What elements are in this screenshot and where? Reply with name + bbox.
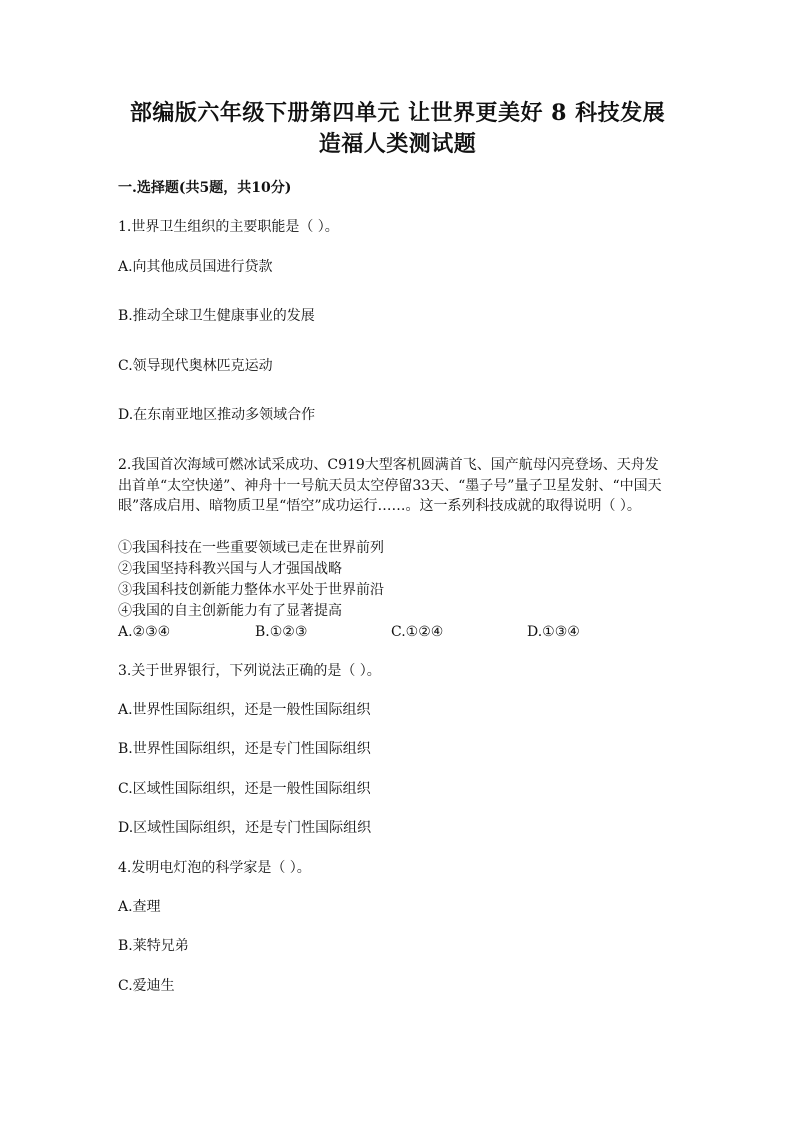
question-3-option-c: C.区域性国际组织，还是一般性国际组织 — [118, 781, 371, 797]
question-2-option-c: C.①②④ — [391, 624, 444, 640]
question-2-option-a: A.②③④ — [118, 624, 171, 640]
question-3-option-d: D.区域性国际组织，还是专门性国际组织 — [118, 820, 372, 836]
question-4-stem: 4.发明电灯泡的科学家是（ ）。 — [118, 860, 311, 876]
question-2-statement-4: ④我国的自主创新能力有了显著提高 — [118, 603, 342, 619]
page-title: 部编版六年级下册第四单元 让世界更美好 8 科技发展 造福人类测试题 — [129, 100, 666, 157]
question-2-option-d: D.①③④ — [527, 624, 580, 640]
question-4-option-b: B.莱特兄弟 — [118, 938, 189, 954]
question-2-statement-2: ②我国坚持科教兴国与人才强国战略 — [118, 561, 342, 577]
question-1-option-a: A.向其他成员国进行贷款 — [118, 259, 273, 275]
question-1-stem: 1.世界卫生组织的主要职能是（ ）。 — [118, 219, 339, 235]
question-1-option-d: D.在东南亚地区推动多领域合作 — [118, 407, 316, 423]
section-heading: 一.选择题(共5题，共10分) — [118, 180, 292, 196]
question-3-option-b: B.世界性国际组织，还是专门性国际组织 — [118, 741, 371, 757]
question-2-stem: 2.我国首次海域可燃冰试采成功、C919大型客机圆满首飞、国产航母闪亮登场、天舟发出首单“太空快递”、神舟十一号航天员太空停留33天、“墨子号”量子卫星发射、“中国天眼”落成启用、暗物质卫星“悟空”成功运行……。这一系列科技成就的取得说明（ ）。 — [118, 457, 662, 514]
question-2-statement-1: ①我国科技在一些重要领域已走在世界前列 — [118, 540, 384, 556]
question-2-statement-3: ③我国科技创新能力整体水平处于世界前沿 — [118, 582, 384, 598]
question-4-option-c: C.爱迪生 — [118, 978, 175, 994]
question-1-option-b: B.推动全球卫生健康事业的发展 — [118, 308, 315, 324]
question-3-stem: 3.关于世界银行，下列说法正确的是（ ）。 — [118, 663, 381, 679]
question-4-option-a: A.查理 — [118, 899, 161, 915]
question-1-option-c: C.领导现代奥林匹克运动 — [118, 358, 273, 374]
question-3-option-a: A.世界性国际组织，还是一般性国际组织 — [118, 702, 371, 718]
question-2-option-b: B.①②③ — [255, 624, 308, 640]
